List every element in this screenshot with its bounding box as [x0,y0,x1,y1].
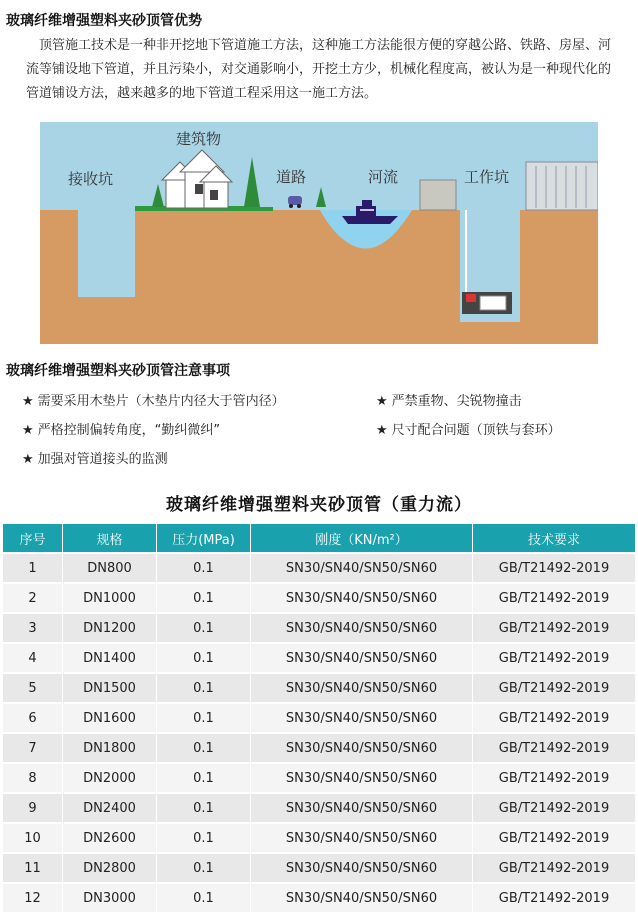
table-row [3,734,635,762]
table-title: 玻璃纤维增强塑料夹砂顶管（重力流） [166,495,472,515]
cell-standard: GB/T21492-2019 [473,554,635,582]
note-item: ★ 需要采用木垫片（木垫片内径大于管内径） [22,394,285,409]
cell-spec: DN800 [63,554,157,582]
cell-pressure: 0.1 [157,584,251,612]
star-icon: ★ [22,394,34,409]
cell-standard: GB/T21492-2019 [473,884,635,912]
header-no: 序号 [3,524,63,552]
note-item: ★ 严禁重物、尖锐物撞击 [376,394,522,409]
cell-standard: GB/T21492-2019 [473,764,635,792]
cell-no: 2 [3,584,63,612]
star-icon: ★ [376,394,388,409]
note-item: ★ 尺寸配合问题（顶铁与套环） [376,423,561,438]
cell-stiffness: SN30/SN40/SN50/SN60 [251,794,473,822]
cell-pressure: 0.1 [157,794,251,822]
note-item: ★ 严格控制偏转角度，“勤纠微纠” [22,423,221,438]
cell-stiffness: SN30/SN40/SN50/SN60 [251,734,473,762]
label-river: 河流 [368,168,399,186]
cell-no: 5 [3,674,63,702]
table-row [3,854,635,882]
cell-stiffness: SN30/SN40/SN50/SN60 [251,854,473,882]
header-pressure: 压力(MPa) [157,524,251,552]
cell-standard: GB/T21492-2019 [473,794,635,822]
cell-spec: DN3000 [63,884,157,912]
control-hut [420,180,456,210]
pipe-section [480,296,506,310]
cell-spec: DN2600 [63,824,157,852]
cell-pressure: 0.1 [157,704,251,732]
cell-pressure: 0.1 [157,764,251,792]
cell-spec: DN1800 [63,734,157,762]
cell-no: 4 [3,644,63,672]
cell-pressure: 0.1 [157,644,251,672]
table-row [3,794,635,822]
cell-no: 8 [3,764,63,792]
cell-no: 10 [3,824,63,852]
star-icon: ★ [22,452,34,467]
label-working-pit: 工作坑 [464,168,510,186]
cell-no: 12 [3,884,63,912]
cell-standard: GB/T21492-2019 [473,854,635,882]
label-building: 建筑物 [176,130,222,148]
note-item: ★ 加强对管道接头的监测 [22,452,168,467]
table-row [3,674,635,702]
cell-pressure: 0.1 [157,884,251,912]
cell-no: 7 [3,734,63,762]
cell-standard: GB/T21492-2019 [473,824,635,852]
cell-stiffness: SN30/SN40/SN50/SN60 [251,554,473,582]
table-row [3,884,635,912]
table-row [3,554,635,582]
section-title-precautions: 玻璃纤维增强塑料夹砂顶管注意事项 [6,363,230,379]
cell-no: 9 [3,794,63,822]
cell-standard: GB/T21492-2019 [473,584,635,612]
pipe-jacking-diagram [40,122,598,344]
cell-standard: GB/T21492-2019 [473,674,635,702]
cell-spec: DN1400 [63,644,157,672]
table-row [3,584,635,612]
section-title-advantages: 玻璃纤维增强塑料夹砂顶管优势 [6,13,202,29]
cell-stiffness: SN30/SN40/SN50/SN60 [251,584,473,612]
cell-spec: DN1000 [63,584,157,612]
label-road: 道路 [276,168,307,186]
cell-no: 1 [3,554,63,582]
intro-text: 顶管施工技术是一种非开挖地下管道施工方法，这种施工方法能很方便的穿越公路、铁路、房屋、河流等铺设地下管道，并且污染小，对交通影响小，开挖土方少，机械化程度高，被认为是一种现代化的管道铺设方法，越来越多的地下管道工程采用这一施工方法。 [26,38,612,101]
cell-spec: DN1600 [63,704,157,732]
table-row [3,704,635,732]
intro-paragraph [26,34,616,106]
cell-stiffness: SN30/SN40/SN50/SN60 [251,764,473,792]
cell-pressure: 0.1 [157,674,251,702]
cell-pressure: 0.1 [157,554,251,582]
cell-spec: DN2000 [63,764,157,792]
cell-standard: GB/T21492-2019 [473,614,635,642]
receiving-pit [78,210,135,297]
cell-standard: GB/T21492-2019 [473,734,635,762]
table-row [3,824,635,852]
cell-stiffness: SN30/SN40/SN50/SN60 [251,674,473,702]
cell-stiffness: SN30/SN40/SN50/SN60 [251,704,473,732]
cell-pressure: 0.1 [157,824,251,852]
cell-pressure: 0.1 [157,734,251,762]
cell-standard: GB/T21492-2019 [473,644,635,672]
label-receiving-pit: 接收坑 [68,170,114,188]
cell-pressure: 0.1 [157,614,251,642]
table-row [3,614,635,642]
header-spec: 规格 [63,524,157,552]
header-stiffness: 刚度（KN/m²） [251,524,473,552]
cell-stiffness: SN30/SN40/SN50/SN60 [251,614,473,642]
spec-table [3,522,635,914]
cell-spec: DN1200 [63,614,157,642]
table-row [3,764,635,792]
cell-spec: DN2800 [63,854,157,882]
cell-spec: DN1500 [63,674,157,702]
cell-no: 6 [3,704,63,732]
star-icon: ★ [22,423,34,438]
cell-stiffness: SN30/SN40/SN50/SN60 [251,884,473,912]
table-row [3,644,635,672]
cell-no: 11 [3,854,63,882]
workshop-building [526,162,598,210]
jacking-jack [466,294,476,302]
star-icon: ★ [376,423,388,438]
cell-stiffness: SN30/SN40/SN50/SN60 [251,824,473,852]
header-standard: 技术要求 [473,524,635,552]
cell-stiffness: SN30/SN40/SN50/SN60 [251,644,473,672]
cell-spec: DN2400 [63,794,157,822]
cell-standard: GB/T21492-2019 [473,704,635,732]
cell-no: 3 [3,614,63,642]
table-header-row [3,524,635,552]
cell-pressure: 0.1 [157,854,251,882]
